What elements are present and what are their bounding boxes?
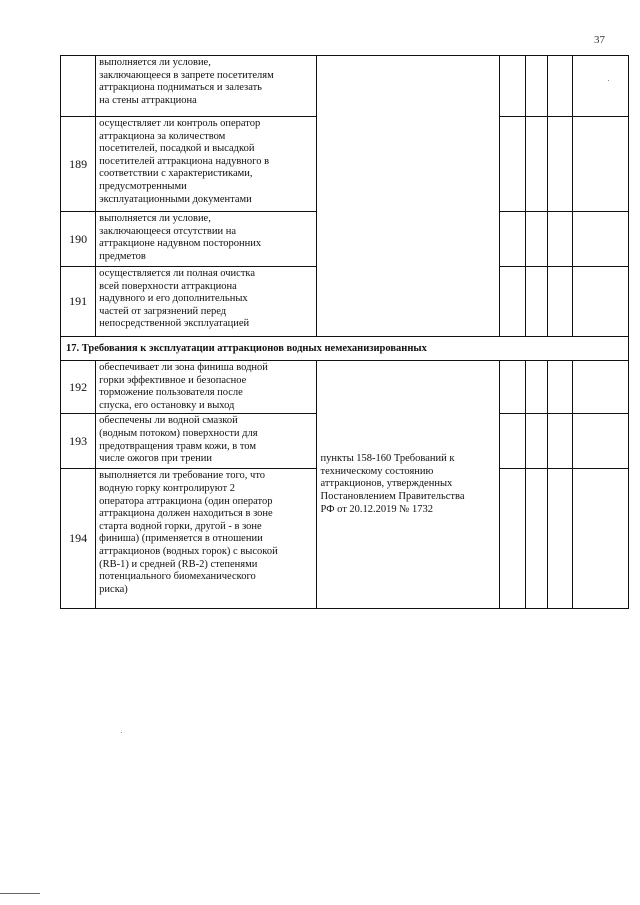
question-line: аттракционов (водных горок) с высокой: [99, 545, 278, 557]
mark-cell: [525, 469, 548, 609]
question-line: эксплуатационными документами: [99, 193, 252, 205]
question-line: выполняется ли условие,: [99, 57, 211, 68]
reference-line: пункты 158-160 Требований к: [320, 453, 455, 465]
mark-cell: [548, 56, 573, 117]
page-number: 37: [594, 34, 605, 46]
mark-cell: [499, 212, 525, 267]
scan-speck: [121, 732, 122, 733]
reference-line: Постановлением Правительства: [320, 490, 465, 502]
scan-edge-line: [0, 893, 40, 894]
question-cell: [96, 469, 316, 609]
question-line: аттракциона должен находиться в зоне: [99, 508, 273, 520]
mark-cell: [548, 212, 573, 267]
reference-line: техническому состоянию: [320, 465, 434, 477]
question-line: торможение пользователя после: [99, 387, 243, 399]
mark-cell: [525, 117, 548, 212]
question-cell: [96, 117, 316, 212]
question-line: (RB-1) и средней (RB-2) степенями: [99, 558, 258, 570]
row-number: [61, 56, 96, 117]
question-line: посетителей аттракциона надувного в: [99, 155, 270, 167]
mark-cell: [573, 361, 629, 414]
question-line: аттракциона за количеством: [99, 130, 226, 142]
question-cell: [96, 361, 316, 414]
mark-cell: [499, 267, 525, 337]
mark-cell: [573, 212, 629, 267]
question-line: (водным потоком) поверхности для: [99, 427, 258, 439]
question-line: выполняется ли требование того, что: [99, 470, 266, 482]
question-line: надувного и его дополнительных: [99, 293, 248, 305]
question-line: оператора аттракциона (один оператор: [99, 495, 273, 507]
mark-cell: [573, 56, 629, 117]
mark-cell: [525, 361, 548, 414]
mark-cell: [525, 267, 548, 337]
mark-cell: [548, 267, 573, 337]
mark-cell: [548, 117, 573, 212]
mark-cell: [573, 267, 629, 337]
mark-cell: [499, 117, 525, 212]
question-line: водную горку контролируют 2: [99, 482, 235, 494]
mark-cell: [525, 56, 548, 117]
question-line: аттракционе надувном посторонних: [99, 238, 262, 250]
question-line: предусмотренными: [99, 180, 187, 192]
mark-cell: [573, 414, 629, 469]
question-line: посетителей, посадкой и высадкой: [99, 143, 255, 155]
question-line: предотвращения травм кожи, в том: [99, 440, 256, 452]
mark-cell: [499, 361, 525, 414]
mark-cell: [548, 469, 573, 609]
question-line: на стены аттракциона: [99, 94, 197, 106]
question-line: всей поверхности аттракциона: [99, 280, 237, 292]
mark-cell: [548, 414, 573, 469]
reference-cell: [316, 361, 499, 609]
checklist-table: [60, 55, 629, 609]
mark-cell: [499, 414, 525, 469]
scan-speck: [608, 80, 609, 81]
row-number: 190: [61, 212, 96, 267]
mark-cell: [499, 469, 525, 609]
question-line: числе ожогов при трении: [99, 453, 212, 465]
question-line: осуществляет ли контроль оператор: [99, 118, 261, 129]
question-line: обеспечены ли водной смазкой: [99, 415, 238, 427]
mark-cell: [573, 469, 629, 609]
reference-cell-empty: [316, 56, 499, 337]
question-line: обеспечивает ли зона финиша водной: [99, 362, 268, 373]
mark-cell: [525, 212, 548, 267]
question-line: предметов: [99, 250, 146, 262]
table-row: [61, 361, 629, 414]
row-number: 193: [61, 414, 96, 469]
mark-cell: [525, 414, 548, 469]
question-line: старта водной горки, другой - в зоне: [99, 520, 262, 532]
question-line: потенциального биомеханического: [99, 571, 256, 583]
question-line: спуска, его остановку и выход: [99, 399, 235, 411]
row-number: 192: [61, 361, 96, 414]
question-line: заключающееся отсутствии на: [99, 225, 236, 237]
question-line: осуществляется ли полная очистка: [99, 268, 256, 279]
question-cell: [96, 267, 316, 337]
question-line: частей от загрязнений перед: [99, 305, 227, 317]
question-cell: [96, 56, 316, 117]
question-cell: [96, 414, 316, 469]
question-line: соответствии с характеристиками,: [99, 168, 253, 180]
row-number: 194: [61, 469, 96, 609]
mark-cell: [548, 361, 573, 414]
question-cell: [96, 212, 316, 267]
reference-line: аттракционов, утвержденных: [320, 478, 453, 490]
question-line: горки эффективное и безопасное: [99, 374, 247, 386]
section-title: 17. Требования к эксплуатации аттракционов водных немеханизированных: [61, 337, 629, 361]
row-number: 191: [61, 267, 96, 337]
mark-cell: [499, 56, 525, 117]
row-number: 189: [61, 117, 96, 212]
reference-line: РФ от 20.12.2019 № 1732: [320, 503, 433, 515]
question-line: финиша) (применяется в отношении: [99, 533, 263, 545]
section-header-row: [61, 337, 629, 361]
question-line: непосредственной эксплуатацией: [99, 318, 250, 330]
question-line: заключающееся в запрете посетителям: [99, 69, 274, 81]
question-line: аттракциона подниматься и залезать: [99, 82, 262, 94]
table-row: [61, 56, 629, 117]
question-line: риска): [99, 583, 128, 595]
mark-cell: [573, 117, 629, 212]
question-line: выполняется ли условие,: [99, 213, 211, 224]
